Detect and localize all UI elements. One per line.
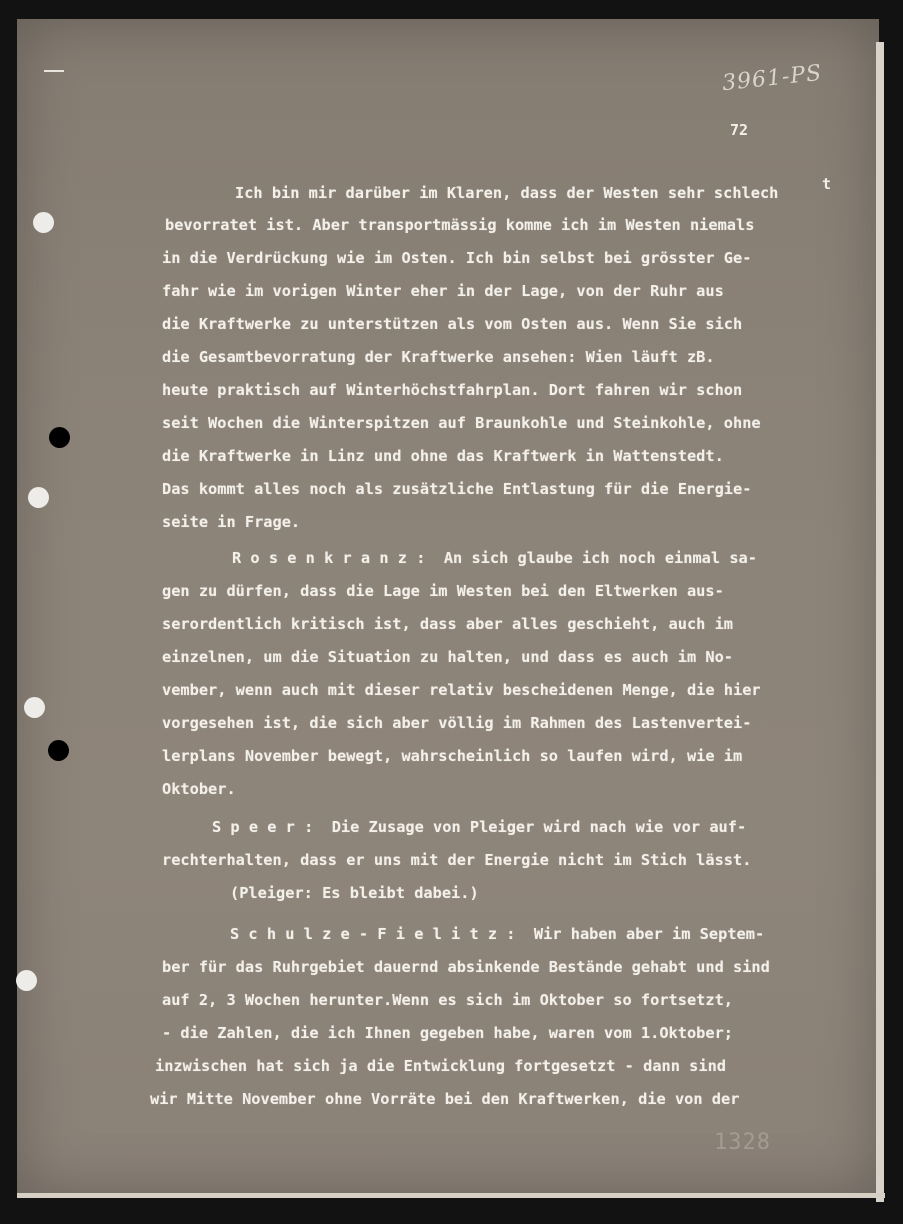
text-line: seit Wochen die Winterspitzen auf Braunkohle und Steinkohle, ohne — [162, 414, 761, 432]
text-line: lerplans November bewegt, wahrscheinlich so laufen wird, wie im — [162, 747, 743, 765]
margin-mark — [44, 70, 64, 72]
text-line: R o s e n k r a n z : An sich glaube ich noch einmal sa- — [232, 549, 757, 567]
text-line: seite in Frage. — [162, 513, 301, 531]
text-line: ber für das Ruhrgebiet dauernd absinkende Bestände gehabt und sind — [162, 958, 770, 976]
text-line: die Kraftwerke in Linz und ohne das Kraftwerk in Wattenstedt. — [162, 447, 724, 465]
text-line: gen zu dürfen, dass die Lage im Westen bei den Eltwerken aus- — [162, 582, 724, 600]
text-line: - die Zahlen, die ich Ihnen gegeben habe, waren vom 1.Oktober; — [162, 1024, 733, 1042]
text-line: die Kraftwerke zu unterstützen als vom Osten aus. Wenn Sie sich — [162, 315, 743, 333]
punch-hole — [33, 212, 54, 233]
archive-number: 3961-PS — [720, 60, 824, 97]
text-line: heute praktisch auf Winterhöchstfahrplan. Dort fahren wir schon — [162, 381, 743, 399]
margin-character: t — [822, 175, 832, 193]
text-line: S p e e r : Die Zusage von Pleiger wird nach wie vor auf- — [212, 818, 747, 836]
text-line: fahr wie im vorigen Winter eher in der Lage, von der Ruhr aus — [162, 282, 724, 300]
text-line: vember, wenn auch mit dieser relativ bescheidenen Menge, die hier — [162, 681, 761, 699]
text-line: rechterhalten, dass er uns mit der Energie nicht im Stich lässt. — [162, 851, 752, 869]
text-line: in die Verdrückung wie im Osten. Ich bin selbst bei grösster Ge- — [162, 249, 752, 267]
text-line: serordentlich kritisch ist, dass aber alles geschieht, auch im — [162, 615, 733, 633]
paper-edge — [876, 42, 884, 1202]
punch-hole — [24, 697, 45, 718]
punch-hole — [28, 487, 49, 508]
text-line: wir Mitte November ohne Vorräte bei den Kraftwerken, die von der — [150, 1090, 740, 1108]
text-line: (Pleiger: Es bleibt dabei.) — [230, 884, 479, 902]
text-line: inzwischen hat sich ja die Entwicklung fortgesetzt - dann sind — [155, 1057, 726, 1075]
text-line: vorgesehen ist, die sich aber völlig im Rahmen des Lastenvertei- — [162, 714, 752, 732]
text-line: auf 2, 3 Wochen herunter.Wenn es sich im Oktober so fortsetzt, — [162, 991, 733, 1009]
text-line: Ich bin mir darüber im Klaren, dass der Westen sehr schlech — [235, 184, 779, 202]
punch-hole — [49, 427, 70, 448]
text-line: einzelnen, um die Situation zu halten, und dass es auch im No- — [162, 648, 733, 666]
text-line: Oktober. — [162, 780, 236, 798]
text-line: die Gesamtbevorratung der Kraftwerke ansehen: Wien läuft zB. — [162, 348, 715, 366]
archive-stamp-number: 1328 — [714, 1130, 771, 1155]
text-line: S c h u l z e - F i e l i t z : Wir haben aber im Septem- — [230, 925, 765, 943]
page-number: 72 — [730, 121, 749, 139]
punch-hole — [48, 740, 69, 761]
paper-bottom-edge — [17, 1193, 885, 1198]
punch-hole — [16, 970, 37, 991]
text-line: Das kommt alles noch als zusätzliche Entlastung für die Energie- — [162, 480, 752, 498]
text-line: bevorratet ist. Aber transportmässig komme ich im Westen niemals — [165, 216, 755, 234]
